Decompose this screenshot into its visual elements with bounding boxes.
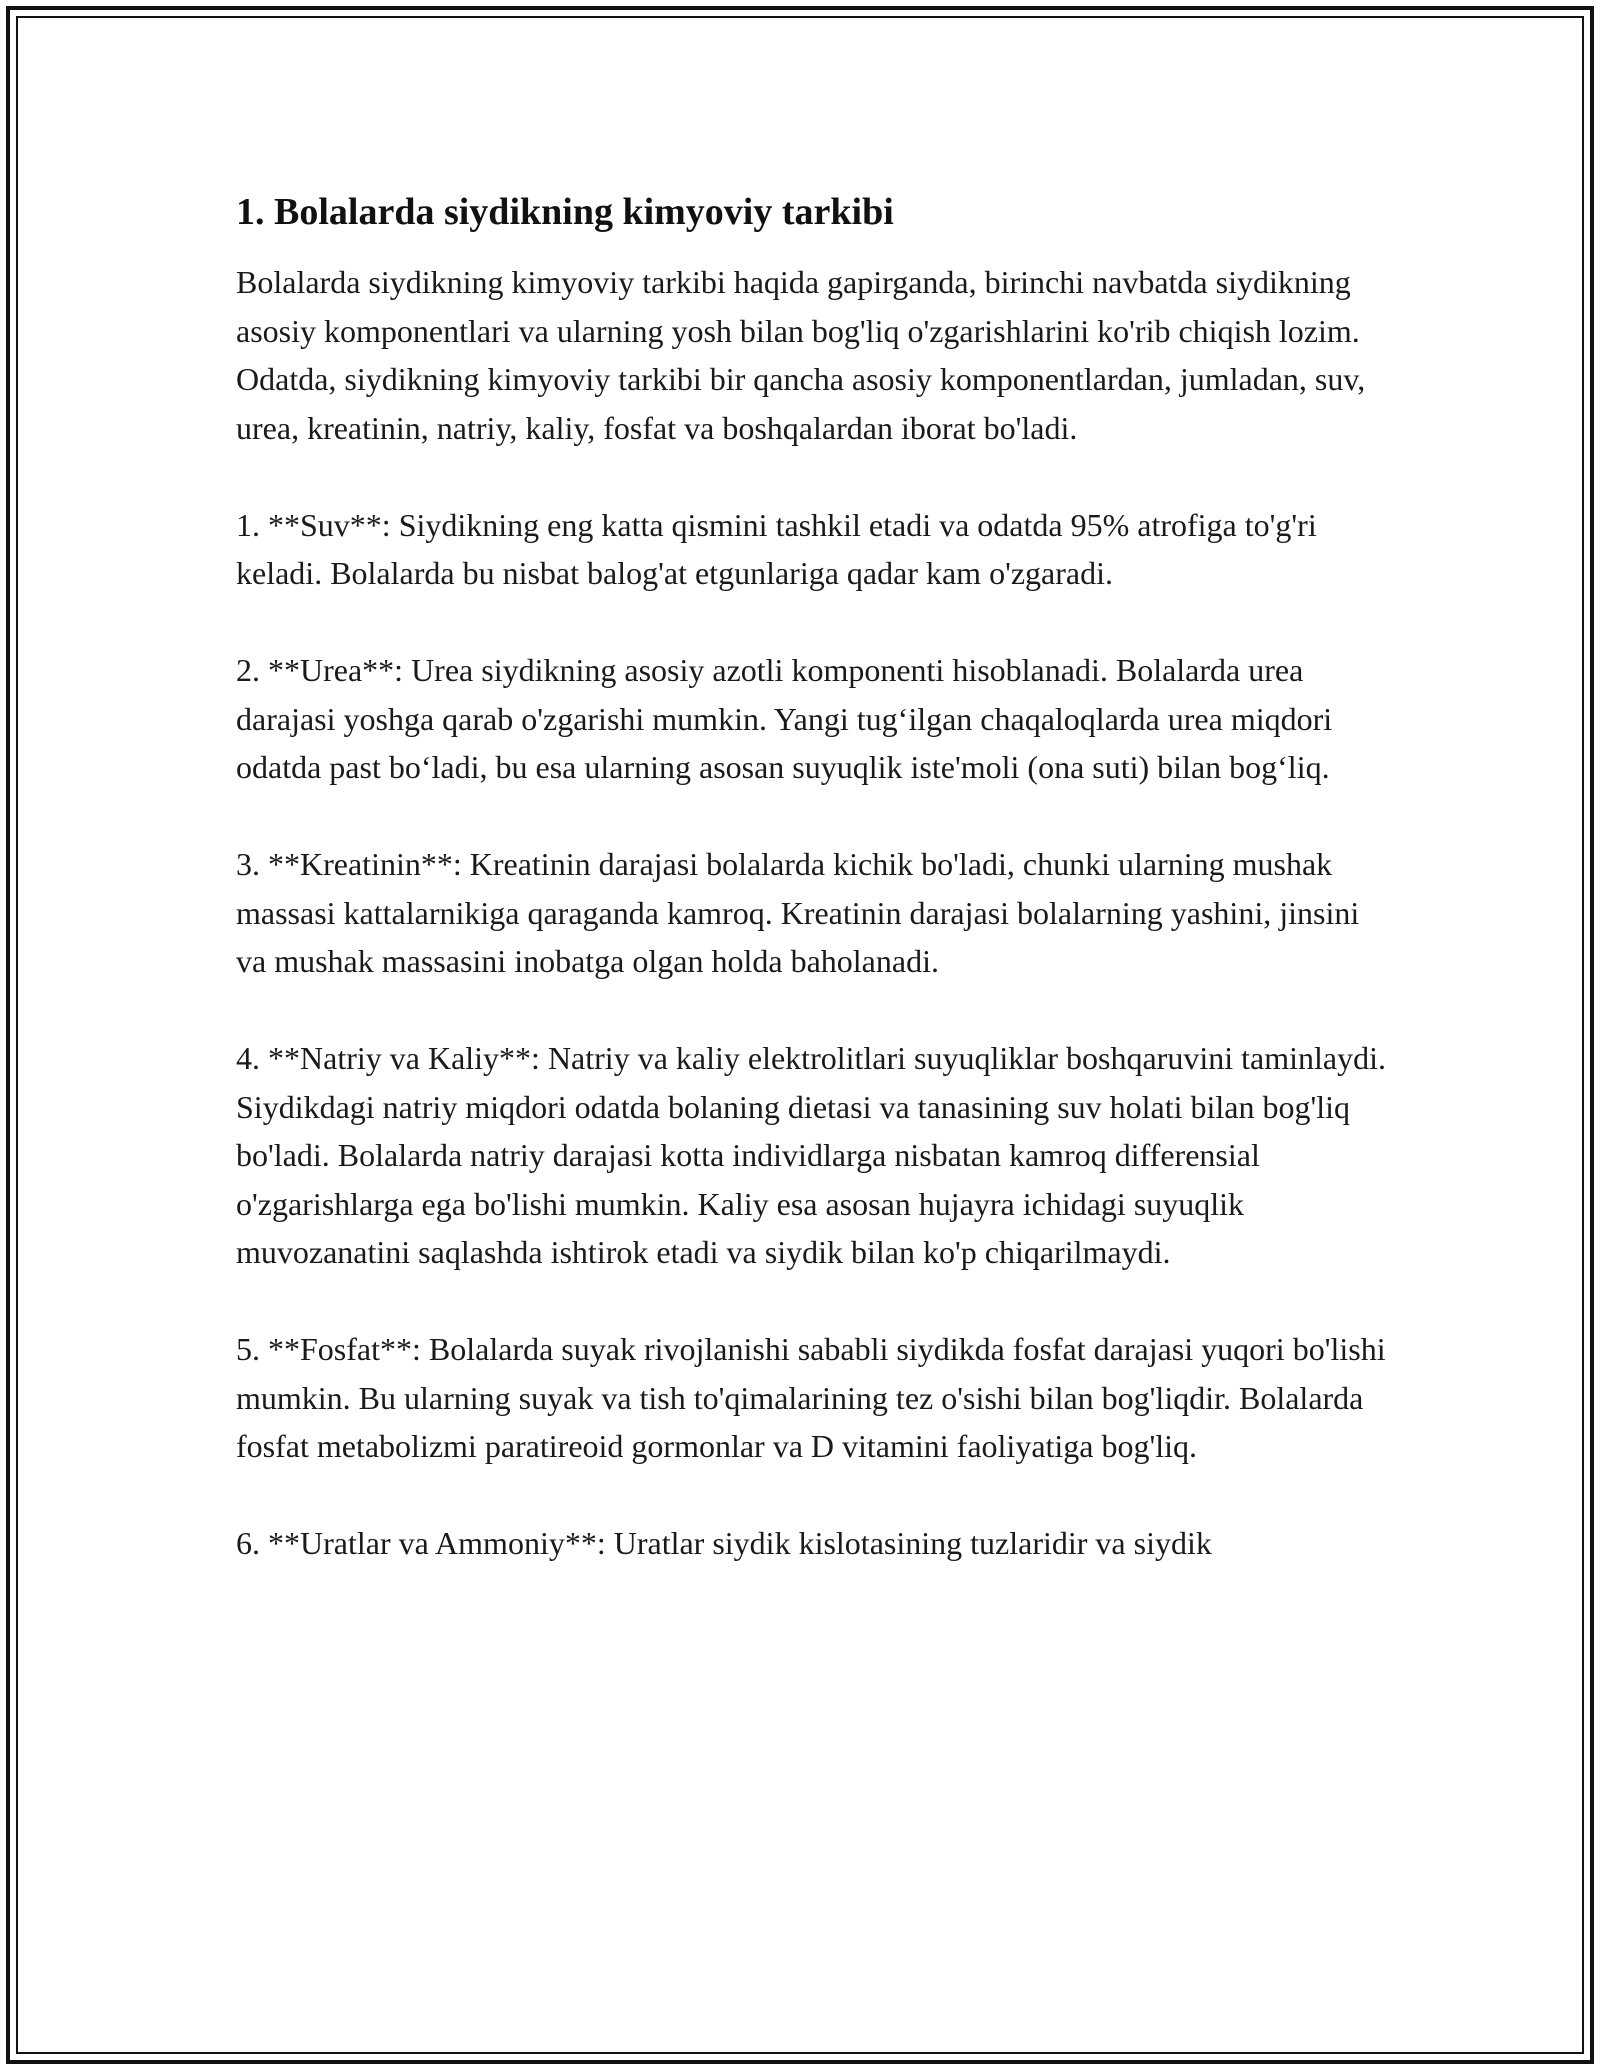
document-heading: 1. Bolalarda siydikning kimyoviy tarkibi bbox=[236, 191, 894, 233]
list-item-kreatinin: 3. **Kreatinin**: Kreatinin darajasi bolalarda kichik bo'ladi, chunki ularning mushak massasi kattalarnikiga qaraganda kamroq. Kreatinin darajasi bolalarning yashini, jinsini va mushak massasini inobatga olgan holda baholanadi. bbox=[236, 846, 1360, 979]
list-item-urea: 2. **Urea**: Urea siydikning asosiy azotli komponenti hisoblanadi. Bolalarda urea darajasi yoshga qarab o'zgarishi mumkin. Yangi tug‘ilgan chaqaloqlarda urea miqdori odatda past bo‘ladi, bu esa ularning asosan suyuqlik iste'moli (ona suti) bilan bog‘liq. bbox=[236, 652, 1333, 785]
document-body bbox=[236, 188, 1386, 1568]
list-item-suv: 1. **Suv**: Siydikning eng katta qismini tashkil etadi va odatda 95% atrofiga to'g'ri keladi. Bolalarda bu nisbat balog'at etgunlariga qadar kam o'zgaradi. bbox=[236, 506, 1317, 591]
intro-paragraph: Bolalarda siydikning kimyoviy tarkibi haqida gapirganda, birinchi navbatda siydikning asosiy komponentlari va ularning yosh bilan bog'liq o'zgarishlarini ko'rib chiqish lozim. Odatda, siydikning kimyoviy tarkibi bir qancha asosiy komponentlardan, jumladan, suv, urea, kreatinin, natriy, kaliy, fosfat va boshqalardan iborat bo'ladi. bbox=[236, 264, 1366, 446]
list-item-uratlar-ammoniy: 6. **Uratlar va Ammoniy**: Uratlar siydik kislotasining tuzlaridir va siydik bbox=[236, 1525, 1212, 1561]
list-item-natriy-kaliy: 4. **Natriy va Kaliy**: Natriy va kaliy elektrolitlari suyuqliklar boshqaruvini taminlaydi. Siydikdagi natriy miqdori odatda bolaning dietasi va tanasining suv holati bilan bog'liq bo'ladi. Bolalarda natriy darajasi kotta individlarga nisbatan kamroq differensial o'zgarishlarga ega bo'lishi mumkin. Kaliy esa asosan hujayra ichidagi suyuqlik muvozanatini saqlashda ishtirok etadi va siydik bilan ko'p chiqarilmaydi. bbox=[236, 1040, 1386, 1270]
list-item-fosfat: 5. **Fosfat**: Bolalarda suyak rivojlanishi sababli siydikda fosfat darajasi yuqori bo'lishi mumkin. Bu ularning suyak va tish to'qimalarining tez o'sishi bilan bog'liqdir. Bolalarda fosfat metabolizmi paratireoid gormonlar va D vitamini faoliyatiga bog'liq. bbox=[236, 1331, 1386, 1464]
